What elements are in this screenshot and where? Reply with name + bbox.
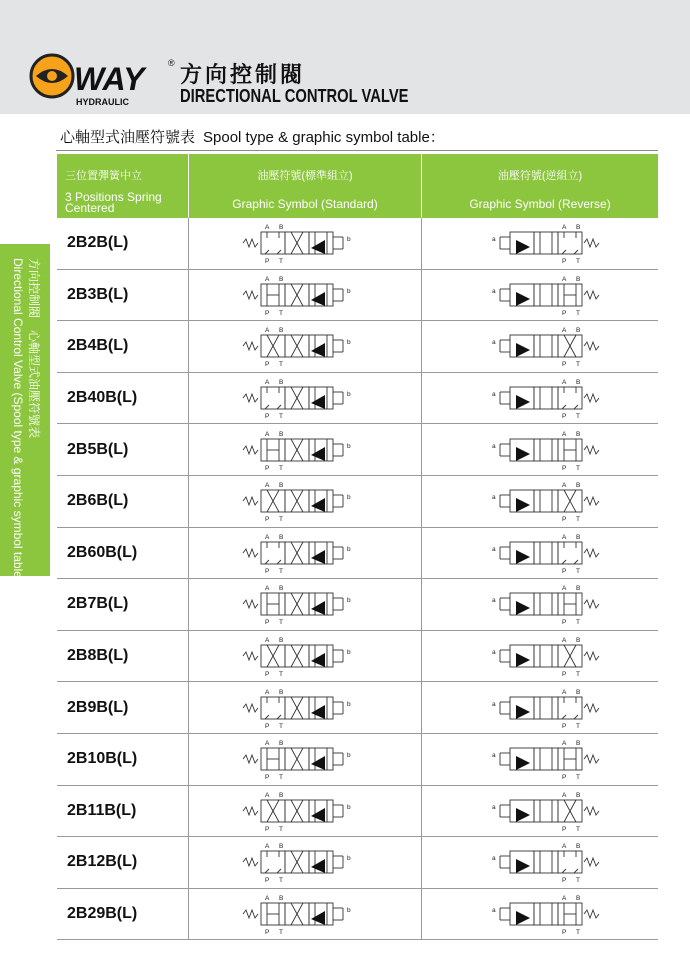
svg-text:T: T (576, 258, 580, 266)
header-positions (57, 154, 189, 218)
svg-text:B: B (576, 482, 581, 490)
header-positions-en: 3 Positions Spring Centered (65, 190, 162, 215)
svg-text:b: b (347, 855, 351, 863)
page-header (0, 0, 690, 114)
standard-symbol-cell (189, 270, 422, 321)
standard-symbol-diagram (239, 272, 371, 318)
header-reverse-en: Graphic Symbol (Reverse) (469, 197, 611, 211)
svg-text:a: a (492, 803, 496, 811)
svg-text:A: A (562, 688, 567, 696)
svg-text:B: B (279, 224, 284, 232)
svg-text:B: B (576, 430, 581, 438)
svg-text:B: B (576, 585, 581, 593)
svg-text:P: P (265, 258, 270, 266)
standard-symbol-cell (189, 682, 422, 733)
svg-text:T: T (576, 722, 580, 730)
svg-text:a: a (492, 700, 496, 708)
way-hydraulic-logo (28, 52, 178, 108)
svg-text:P: P (562, 877, 567, 885)
svg-text:T: T (279, 413, 283, 421)
svg-text:P: P (562, 413, 567, 421)
table-row (57, 270, 658, 322)
standard-symbol-diagram (239, 323, 371, 369)
svg-text:B: B (279, 379, 284, 387)
side-tab (0, 244, 50, 582)
svg-text:T: T (279, 516, 283, 524)
model-cell (57, 476, 189, 527)
model-label: 2B11B(L) (67, 801, 137, 819)
section-title (60, 126, 445, 147)
table-row (57, 889, 658, 941)
reverse-symbol-diagram (474, 427, 606, 473)
reverse-symbol-cell (422, 631, 658, 682)
table-row (57, 682, 658, 734)
standard-symbol-cell (189, 579, 422, 630)
standard-symbol-diagram (239, 530, 371, 576)
svg-text:A: A (562, 224, 567, 232)
model-label: 2B2B(L) (67, 234, 129, 252)
model-cell (57, 631, 189, 682)
standard-symbol-diagram (239, 427, 371, 473)
svg-text:A: A (562, 327, 567, 335)
svg-text:B: B (279, 637, 284, 645)
svg-text:T: T (279, 825, 283, 833)
svg-text:P: P (562, 774, 567, 782)
svg-text:T: T (576, 619, 580, 627)
reverse-symbol-cell (422, 270, 658, 321)
svg-text:b: b (347, 803, 351, 811)
svg-text:b: b (347, 236, 351, 244)
model-cell (57, 373, 189, 424)
reverse-symbol-cell (422, 476, 658, 527)
model-label: 2B4B(L) (67, 337, 129, 355)
reverse-symbol-diagram (474, 581, 606, 627)
svg-text:A: A (562, 585, 567, 593)
svg-text:T: T (576, 929, 580, 937)
brand-subtitle: HYDRAULIC (76, 97, 129, 107)
table-row (57, 476, 658, 528)
svg-text:a: a (492, 907, 496, 915)
svg-text:B: B (279, 791, 284, 799)
svg-text:B: B (576, 688, 581, 696)
svg-text:A: A (562, 482, 567, 490)
reverse-symbol-cell (422, 218, 658, 269)
svg-text:B: B (279, 740, 284, 748)
svg-text:a: a (492, 339, 496, 347)
reverse-symbol-cell (422, 889, 658, 940)
model-cell (57, 424, 189, 475)
svg-text:P: P (265, 774, 270, 782)
svg-text:a: a (492, 855, 496, 863)
svg-text:B: B (576, 224, 581, 232)
svg-text:P: P (562, 567, 567, 575)
svg-text:b: b (347, 287, 351, 295)
svg-text:P: P (562, 619, 567, 627)
svg-text:b: b (347, 597, 351, 605)
svg-text:b: b (347, 649, 351, 657)
standard-symbol-cell (189, 424, 422, 475)
svg-text:B: B (279, 482, 284, 490)
model-label: 2B6B(L) (67, 492, 129, 510)
svg-text:b: b (347, 907, 351, 915)
svg-text:P: P (265, 825, 270, 833)
svg-text:A: A (562, 637, 567, 645)
model-cell (57, 837, 189, 888)
brand-wordmark: WAY (74, 61, 145, 97)
svg-text:T: T (576, 464, 580, 472)
reverse-symbol-diagram (474, 272, 606, 318)
table-row (57, 631, 658, 683)
svg-text:T: T (279, 464, 283, 472)
table-row (57, 579, 658, 631)
svg-text:B: B (279, 327, 284, 335)
svg-text:A: A (562, 843, 567, 851)
model-cell (57, 270, 189, 321)
svg-text:T: T (279, 258, 283, 266)
svg-text:A: A (265, 791, 270, 799)
table-row (57, 734, 658, 786)
svg-text:P: P (265, 464, 270, 472)
model-label: 2B3B(L) (67, 285, 129, 303)
standard-symbol-cell (189, 373, 422, 424)
reverse-symbol-diagram (474, 839, 606, 885)
svg-text:A: A (265, 585, 270, 593)
svg-text:B: B (576, 275, 581, 283)
model-label: 2B9B(L) (67, 698, 129, 716)
svg-text:a: a (492, 236, 496, 244)
svg-text:P: P (562, 361, 567, 369)
svg-text:A: A (562, 533, 567, 541)
model-label: 2B60B(L) (67, 543, 138, 561)
reverse-symbol-diagram (474, 736, 606, 782)
header-reverse-zh: 油壓符號(逆組立) (497, 170, 583, 182)
svg-text:A: A (265, 740, 270, 748)
standard-symbol-diagram (239, 891, 371, 937)
model-cell (57, 528, 189, 579)
svg-text:B: B (279, 843, 284, 851)
svg-text:a: a (492, 597, 496, 605)
svg-text:B: B (576, 637, 581, 645)
model-cell (57, 734, 189, 785)
standard-symbol-diagram (239, 736, 371, 782)
svg-text:B: B (279, 585, 284, 593)
svg-text:T: T (279, 567, 283, 575)
svg-text:A: A (562, 895, 567, 903)
standard-symbol-cell (189, 786, 422, 837)
registered-mark: ® (168, 58, 175, 68)
header-standard-en: Graphic Symbol (Standard) (232, 197, 378, 211)
svg-text:P: P (265, 309, 270, 317)
svg-text:b: b (347, 494, 351, 502)
svg-text:B: B (279, 688, 284, 696)
standard-symbol-diagram (239, 633, 371, 679)
svg-text:P: P (562, 929, 567, 937)
svg-text:B: B (576, 791, 581, 799)
reverse-symbol-cell (422, 786, 658, 837)
section-title-zh: 心軸型式油壓符號表 (60, 129, 196, 146)
reverse-symbol-diagram (474, 220, 606, 266)
table-row (57, 321, 658, 373)
header-reverse (422, 154, 658, 218)
svg-text:T: T (576, 671, 580, 679)
svg-text:a: a (492, 649, 496, 657)
svg-text:A: A (265, 533, 270, 541)
svg-text:A: A (562, 379, 567, 387)
svg-text:T: T (279, 722, 283, 730)
reverse-symbol-cell (422, 837, 658, 888)
model-label: 2B12B(L) (67, 853, 138, 871)
section-title-en: Spool type & graphic symbol table： (203, 129, 445, 146)
svg-text:A: A (265, 895, 270, 903)
model-label: 2B40B(L) (67, 389, 138, 407)
model-cell (57, 218, 189, 269)
svg-text:T: T (279, 671, 283, 679)
standard-symbol-diagram (239, 375, 371, 421)
reverse-symbol-diagram (474, 530, 606, 576)
svg-text:A: A (265, 224, 270, 232)
svg-text:B: B (279, 275, 284, 283)
svg-text:A: A (562, 275, 567, 283)
svg-text:A: A (265, 275, 270, 283)
standard-symbol-cell (189, 218, 422, 269)
svg-text:B: B (279, 430, 284, 438)
standard-symbol-cell (189, 837, 422, 888)
svg-text:B: B (279, 533, 284, 541)
side-tab-line-zh: 方向控制閥 心軸型式油壓符號表 (27, 258, 41, 439)
title-chinese: 方向控制閥 (180, 62, 306, 87)
svg-text:A: A (562, 791, 567, 799)
table-row (57, 373, 658, 425)
svg-text:b: b (347, 752, 351, 760)
svg-text:P: P (265, 567, 270, 575)
svg-text:T: T (279, 929, 283, 937)
svg-text:a: a (492, 442, 496, 450)
svg-text:T: T (576, 361, 580, 369)
svg-text:B: B (576, 327, 581, 335)
reverse-symbol-diagram (474, 323, 606, 369)
svg-text:A: A (265, 482, 270, 490)
side-tab-line-en: Directional Control Valve (Spool type & graphic symbol table) (11, 258, 25, 582)
table-row (57, 218, 658, 270)
svg-text:P: P (265, 516, 270, 524)
reverse-symbol-cell (422, 734, 658, 785)
svg-text:B: B (576, 895, 581, 903)
svg-text:P: P (562, 722, 567, 730)
standard-symbol-cell (189, 476, 422, 527)
svg-text:A: A (265, 688, 270, 696)
model-label: 2B5B(L) (67, 440, 129, 458)
svg-text:B: B (576, 740, 581, 748)
reverse-symbol-diagram (474, 375, 606, 421)
svg-text:a: a (492, 391, 496, 399)
standard-symbol-diagram (239, 788, 371, 834)
svg-text:T: T (576, 825, 580, 833)
model-cell (57, 579, 189, 630)
table-body (57, 218, 658, 940)
svg-text:A: A (265, 327, 270, 335)
standard-symbol-diagram (239, 220, 371, 266)
svg-text:a: a (492, 287, 496, 295)
svg-text:A: A (562, 740, 567, 748)
standard-symbol-cell (189, 631, 422, 682)
svg-text:P: P (562, 516, 567, 524)
reverse-symbol-diagram (474, 685, 606, 731)
table-row (57, 786, 658, 838)
reverse-symbol-diagram (474, 633, 606, 679)
spool-symbol-table (57, 154, 658, 940)
reverse-symbol-diagram (474, 788, 606, 834)
svg-text:T: T (576, 413, 580, 421)
table-header (57, 154, 658, 218)
svg-text:A: A (265, 843, 270, 851)
svg-text:T: T (279, 774, 283, 782)
standard-symbol-cell (189, 321, 422, 372)
reverse-symbol-cell (422, 579, 658, 630)
section-divider (56, 150, 658, 151)
svg-text:T: T (576, 567, 580, 575)
model-cell (57, 321, 189, 372)
reverse-symbol-cell (422, 321, 658, 372)
header-standard-zh: 油壓符號(標準組立) (257, 170, 353, 182)
svg-text:b: b (347, 391, 351, 399)
svg-text:A: A (265, 637, 270, 645)
standard-symbol-cell (189, 889, 422, 940)
header-positions-zh: 三位置彈簧中立 (65, 170, 142, 182)
svg-text:T: T (576, 309, 580, 317)
svg-text:a: a (492, 545, 496, 553)
svg-text:P: P (265, 361, 270, 369)
svg-text:B: B (576, 533, 581, 541)
svg-text:T: T (279, 361, 283, 369)
reverse-symbol-cell (422, 528, 658, 579)
header-standard (189, 154, 422, 218)
svg-text:P: P (265, 413, 270, 421)
standard-symbol-diagram (239, 685, 371, 731)
svg-text:b: b (347, 545, 351, 553)
side-tab-text (0, 244, 50, 582)
reverse-symbol-cell (422, 424, 658, 475)
reverse-symbol-diagram (474, 891, 606, 937)
svg-text:P: P (265, 722, 270, 730)
svg-text:a: a (492, 752, 496, 760)
svg-text:T: T (576, 774, 580, 782)
svg-text:P: P (562, 258, 567, 266)
standard-symbol-diagram (239, 839, 371, 885)
standard-symbol-cell (189, 734, 422, 785)
svg-text:P: P (562, 309, 567, 317)
svg-text:T: T (279, 619, 283, 627)
standard-symbol-diagram (239, 478, 371, 524)
svg-text:P: P (562, 671, 567, 679)
title-english: DIRECTIONAL CONTROL VALVE (180, 86, 409, 106)
svg-text:T: T (576, 516, 580, 524)
svg-text:P: P (265, 671, 270, 679)
model-cell (57, 786, 189, 837)
svg-text:P: P (265, 929, 270, 937)
svg-text:T: T (279, 309, 283, 317)
svg-text:P: P (562, 464, 567, 472)
svg-text:B: B (279, 895, 284, 903)
reverse-symbol-diagram (474, 478, 606, 524)
table-row (57, 837, 658, 889)
svg-text:P: P (265, 877, 270, 885)
reverse-symbol-cell (422, 682, 658, 733)
svg-text:P: P (265, 619, 270, 627)
table-row (57, 528, 658, 580)
svg-text:T: T (279, 877, 283, 885)
svg-text:b: b (347, 442, 351, 450)
model-label: 2B7B(L) (67, 595, 129, 613)
model-label: 2B10B(L) (67, 750, 138, 768)
standard-symbol-diagram (239, 581, 371, 627)
model-cell (57, 889, 189, 940)
svg-text:B: B (576, 843, 581, 851)
svg-text:B: B (576, 379, 581, 387)
model-label: 2B29B(L) (67, 905, 138, 923)
svg-text:P: P (562, 825, 567, 833)
svg-text:T: T (576, 877, 580, 885)
reverse-symbol-cell (422, 373, 658, 424)
svg-text:b: b (347, 339, 351, 347)
svg-text:A: A (265, 379, 270, 387)
svg-text:a: a (492, 494, 496, 502)
svg-text:A: A (562, 430, 567, 438)
model-cell (57, 682, 189, 733)
standard-symbol-cell (189, 528, 422, 579)
svg-text:b: b (347, 700, 351, 708)
table-row (57, 424, 658, 476)
svg-text:A: A (265, 430, 270, 438)
model-label: 2B8B(L) (67, 647, 129, 665)
